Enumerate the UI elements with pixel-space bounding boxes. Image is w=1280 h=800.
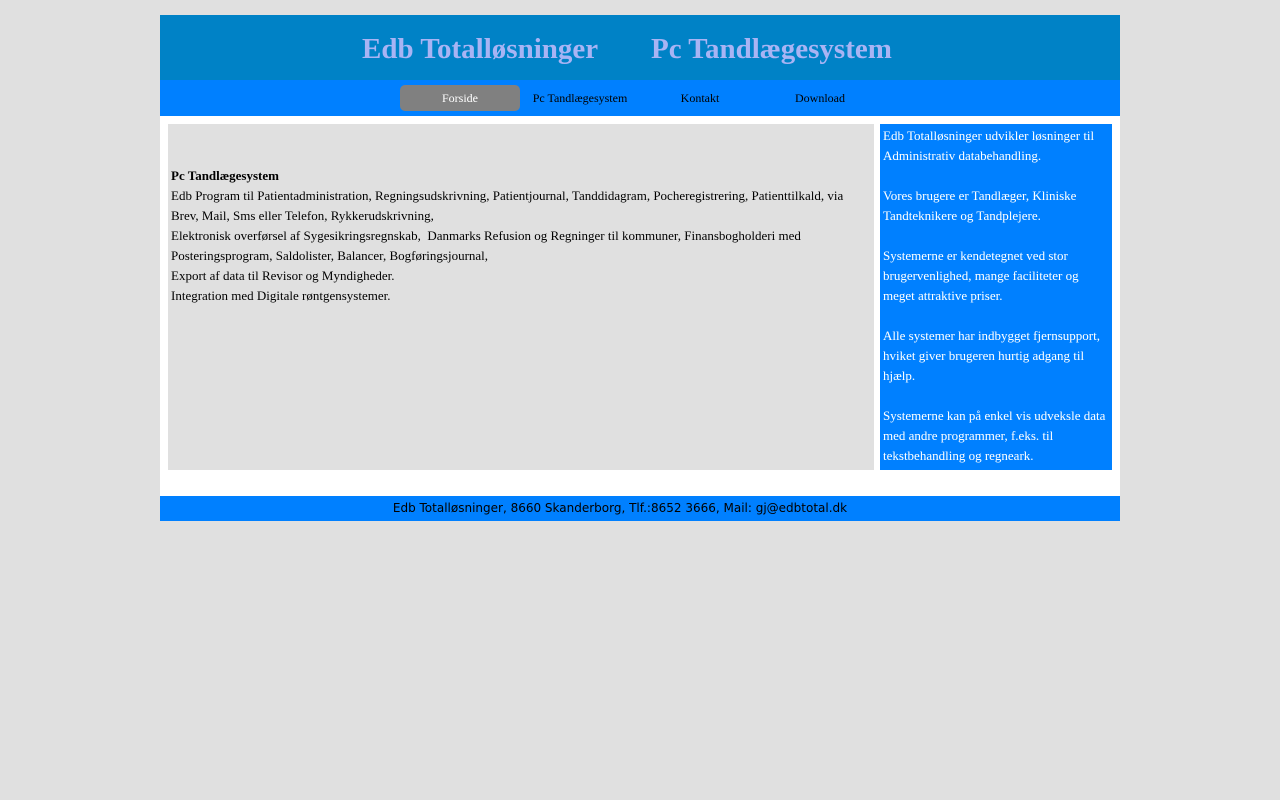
main-content-panel bbox=[168, 124, 874, 470]
footer-contact-text: Edb Totalløsninger, 8660 Skanderborg, Tlf.:8652 3666, Mail: gj@edbtotal.dk bbox=[392, 501, 848, 515]
header-banner bbox=[160, 15, 1120, 80]
nav-bar bbox=[160, 80, 1120, 116]
sidebar-paragraph: Alle systemer har indbygget fjernsupport, hviket giver brugeren hurtig adgang til hjælp. bbox=[883, 328, 1100, 383]
site-title: Edb Totalløsninger bbox=[362, 33, 599, 65]
sidebar-paragraph: Systemerne kan på enkel vis udveksle data med andre programmer, f.eks. til tekstbehandling og regneark. bbox=[883, 408, 1106, 463]
nav-item-pc-tandlaegesystem[interactable]: Pc Tandlægesystem bbox=[532, 91, 628, 105]
sidebar-paragraph: Edb Totalløsninger udvikler løsninger til Administrativ databehandling. bbox=[883, 128, 1095, 163]
main-text-line: Integration med Digitale røntgensystemer. bbox=[171, 288, 391, 303]
site-container bbox=[160, 15, 1120, 521]
nav-item-kontakt[interactable]: Kontakt bbox=[680, 91, 720, 105]
nav-item-download[interactable]: Download bbox=[795, 91, 845, 105]
nav-item-forside[interactable]: Forside bbox=[400, 85, 520, 111]
footer-bar bbox=[160, 496, 1120, 521]
main-text-line: Export af data til Revisor og Myndigheder. bbox=[171, 268, 395, 283]
product-title: Pc Tandlægesystem bbox=[651, 33, 892, 65]
main-text-line: Elektronisk overførsel af Sygesikringsregnskab, Danmarks Refusion og Regninger til kommuner, Finansbogholderi med Posteringsprogram, Saldolister, Balancer, Bogføringsjournal, bbox=[171, 228, 805, 263]
main-heading: Pc Tandlægesystem bbox=[171, 168, 279, 183]
sidebar-paragraph: Systemerne er kendetegnet ved stor brugervenlighed, mange faciliteter og meget attraktive priser. bbox=[883, 248, 1079, 303]
info-sidebar bbox=[880, 124, 1112, 470]
sidebar-paragraph: Vores brugere er Tandlæger, Kliniske Tandteknikere og Tandplejere. bbox=[883, 188, 1077, 223]
main-text-line: Edb Program til Patientadministration, Regningsudskrivning, Patientjournal, Tanddidagram, Pocheregistrering, Patienttilkald, via Brev, Mail, Sms eller Telefon, Rykkerudskrivning, bbox=[171, 188, 847, 223]
